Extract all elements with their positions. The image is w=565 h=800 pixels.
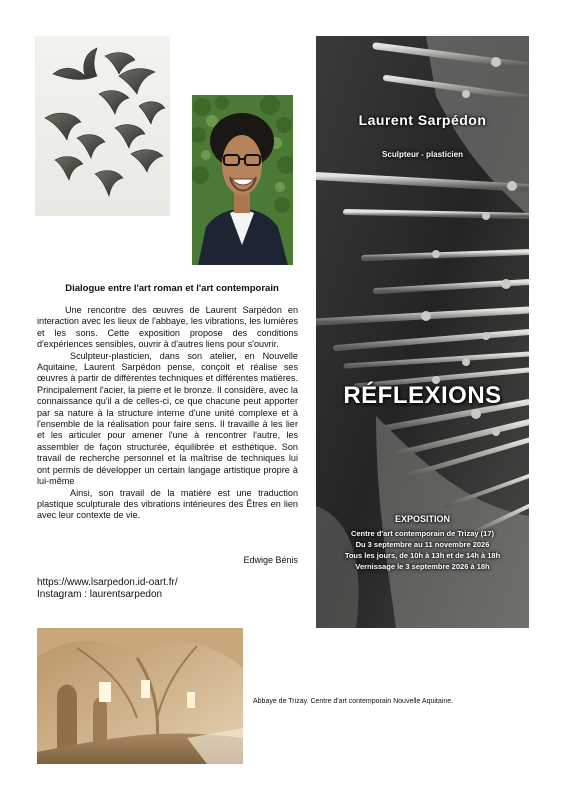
poster-dates: Du 3 septembre au 11 novembre 2026 [355,540,490,549]
article-author: Edwige Bénis [243,555,298,565]
article-paragraph: Une rencontre des œuvres de Laurent Sarpédon en interaction avec les lieux de l'abbaye, les vibrations, les lumières et les sons. Cette exposition propose des conditions d'expériences sensibles, ouvrir à d'autres liens pour s'ouvrir. [37,305,298,350]
exhibition-poster [316,36,529,628]
article-title: Dialogue entre l'art roman et l'art contemporain [65,283,279,294]
abbey-photo-caption: Abbaye de Trizay. Centre d'art contemporain Nouvelle Aquitaine. [253,698,454,705]
poster-artist-role: Sculpteur - plasticien [382,150,463,159]
article-paragraph: Sculpteur-plasticien, dans son atelier, en Nouvelle Aquitaine, Laurent Sarpédon pense, conçoit et réalise ses œuvres à partir de différentes techniques et différentes matières. Principalement l'acier, la pierre et le bronze. Il considère, avec la connaissance qu'il a de celles-ci, ce que chacune peut apporter par sa nature à la structure interne d'une unité complexe et à l'ensemble de la réalisation pour faire sens. Il travaille à les lier et les articuler pour amener l'une à rencontrer l'autre, les assembler de façon structurée, équilibrée et esthétique. Son travail de recherche personnel et la maîtrise de techniques lui ont permis de développer un certain langage artistique propre à lui-même [37,350,298,487]
abbey-photo [37,628,243,764]
portrait-photo [192,95,293,265]
poster-exhibition-title: RÉFLEXIONS [343,382,502,409]
poster-exposition-label: EXPOSITION [394,514,450,524]
instagram-handle[interactable]: Instagram : laurentsarpedon [37,589,163,600]
article-paragraph: Ainsi, son travail de la matière est une traduction plastique sculpturale des vibrations intérieures des Êtres en lien avec leur contexte de vie. [37,487,298,521]
article-body [37,305,298,522]
website-link[interactable]: https://www.lsarpedon.id-oart.fr/ [37,577,178,588]
poster-venue: Centre d'art contemporain de Trizay (17) [350,529,495,538]
poster-vernissage: Vernissage le 3 septembre 2026 à 18h [355,562,490,571]
poster-artist-name: Laurent Sarpédon [358,112,487,128]
sculpture-photo [35,36,170,216]
poster-hours: Tous les jours, de 10h à 13h et de 14h à 18h [344,551,501,560]
